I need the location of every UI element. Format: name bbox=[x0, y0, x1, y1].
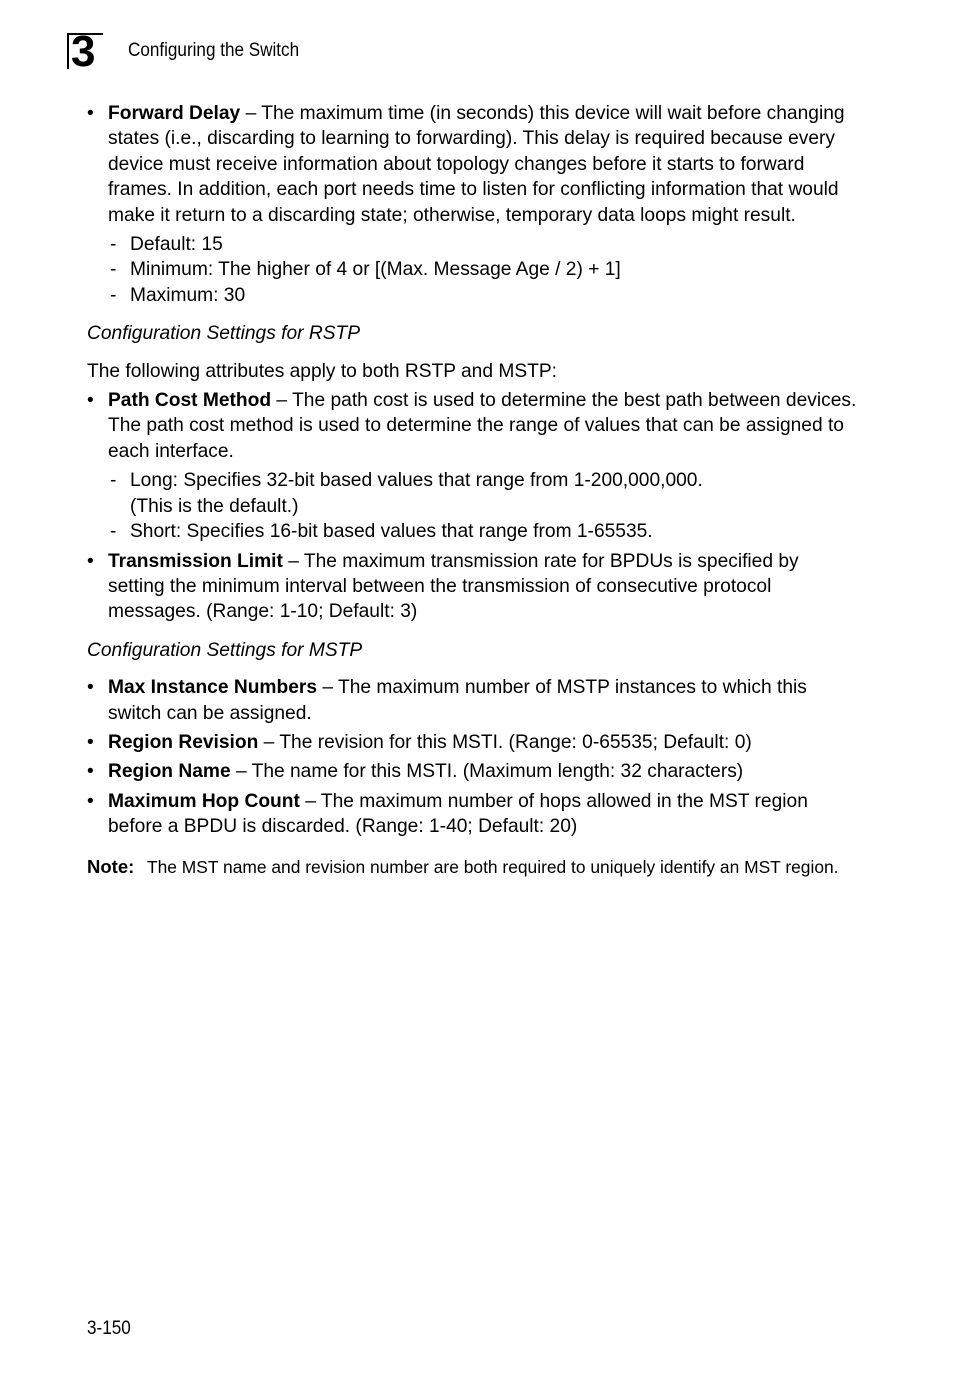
rstp-intro: The following attributes apply to both RSTP and MSTP: bbox=[87, 360, 557, 382]
forward-delay-minimum: - Minimum: The higher of 4 or [(Max. Message Age / 2) + 1] bbox=[108, 257, 857, 282]
chapter-marker bbox=[67, 27, 103, 76]
term-transmission-limit: Transmission Limit bbox=[108, 550, 283, 572]
desc-maximum-hop-count: – The maximum number of hops allowed in the MST region before a BPDU is discarded. (Range: 1-40; Default: 20) bbox=[108, 790, 808, 838]
note-block bbox=[87, 855, 857, 879]
path-cost-long-text: Long: Specifies 32-bit based values that range from 1-200,000,000. bbox=[130, 470, 703, 492]
bullet-region-name bbox=[87, 759, 857, 784]
forward-delay-default: - Default: 15 bbox=[108, 232, 857, 257]
term-region-revision: Region Revision bbox=[108, 731, 259, 753]
running-header-title: Configuring the Switch bbox=[128, 40, 300, 61]
desc-path-cost-method: – The path cost is used to determine the best path between devices. The path cost method is used to determine the range of values that can be assigned to each interface. bbox=[108, 390, 857, 462]
page-number: 3-150 bbox=[87, 1318, 131, 1339]
path-cost-long-default: (This is the default.) bbox=[130, 495, 299, 517]
desc-region-revision: – The revision for this MSTI. (Range: 0-65535; Default: 0) bbox=[258, 731, 752, 753]
path-cost-long bbox=[108, 468, 857, 519]
page-content bbox=[87, 101, 857, 879]
note-text: The MST name and revision number are both required to uniquely identify an MST region. bbox=[147, 856, 839, 877]
forward-delay-maximum: - Maximum: 30 bbox=[108, 283, 857, 308]
term-region-name: Region Name bbox=[108, 761, 231, 783]
desc-max-instance-numbers: – The maximum number of MSTP instances to which this switch can be assigned. bbox=[108, 677, 807, 724]
path-cost-short: - Short: Specifies 16-bit based values that range from 1-65535. bbox=[108, 519, 857, 544]
bullet-forward-delay bbox=[87, 101, 857, 228]
term-max-instance-numbers: Max Instance Numbers bbox=[108, 677, 318, 699]
note-label: Note: bbox=[87, 855, 135, 877]
bullet-transmission-limit bbox=[87, 549, 857, 625]
path-cost-options bbox=[108, 468, 857, 544]
desc-region-name: – The name for this MSTI. (Maximum length: 32 characters) bbox=[230, 761, 744, 783]
desc-forward-delay: – The maximum time (in seconds) this device will wait before changing states (i.e., discarding to learning to forwarding). This delay is required because every device must receive information about topology changes before it starts to forward frames. In addition, each port needs time to listen for conflicting information that would make it return to a discarding state; otherwise, temporary data loops might result. bbox=[108, 103, 845, 226]
bullet-region-revision bbox=[87, 730, 857, 755]
bullet-maximum-hop-count bbox=[87, 789, 857, 840]
desc-transmission-limit: – The maximum transmission rate for BPDUs is specified by setting the minimum interval between the transmission of consecutive protocol messages. (Range: 1-10; Default: 3) bbox=[108, 550, 799, 623]
term-path-cost-method: Path Cost Method bbox=[108, 390, 272, 412]
chapter-number: 3 bbox=[71, 27, 96, 76]
term-forward-delay: Forward Delay bbox=[108, 103, 241, 124]
section-title-rstp: Configuration Settings for RSTP bbox=[87, 323, 361, 345]
term-maximum-hop-count: Maximum Hop Count bbox=[108, 790, 300, 812]
bullet-max-instance-numbers bbox=[87, 675, 857, 726]
bullet-path-cost-method bbox=[87, 388, 857, 464]
section-title-mstp: Configuration Settings for MSTP bbox=[87, 639, 363, 661]
forward-delay-values bbox=[108, 232, 857, 308]
